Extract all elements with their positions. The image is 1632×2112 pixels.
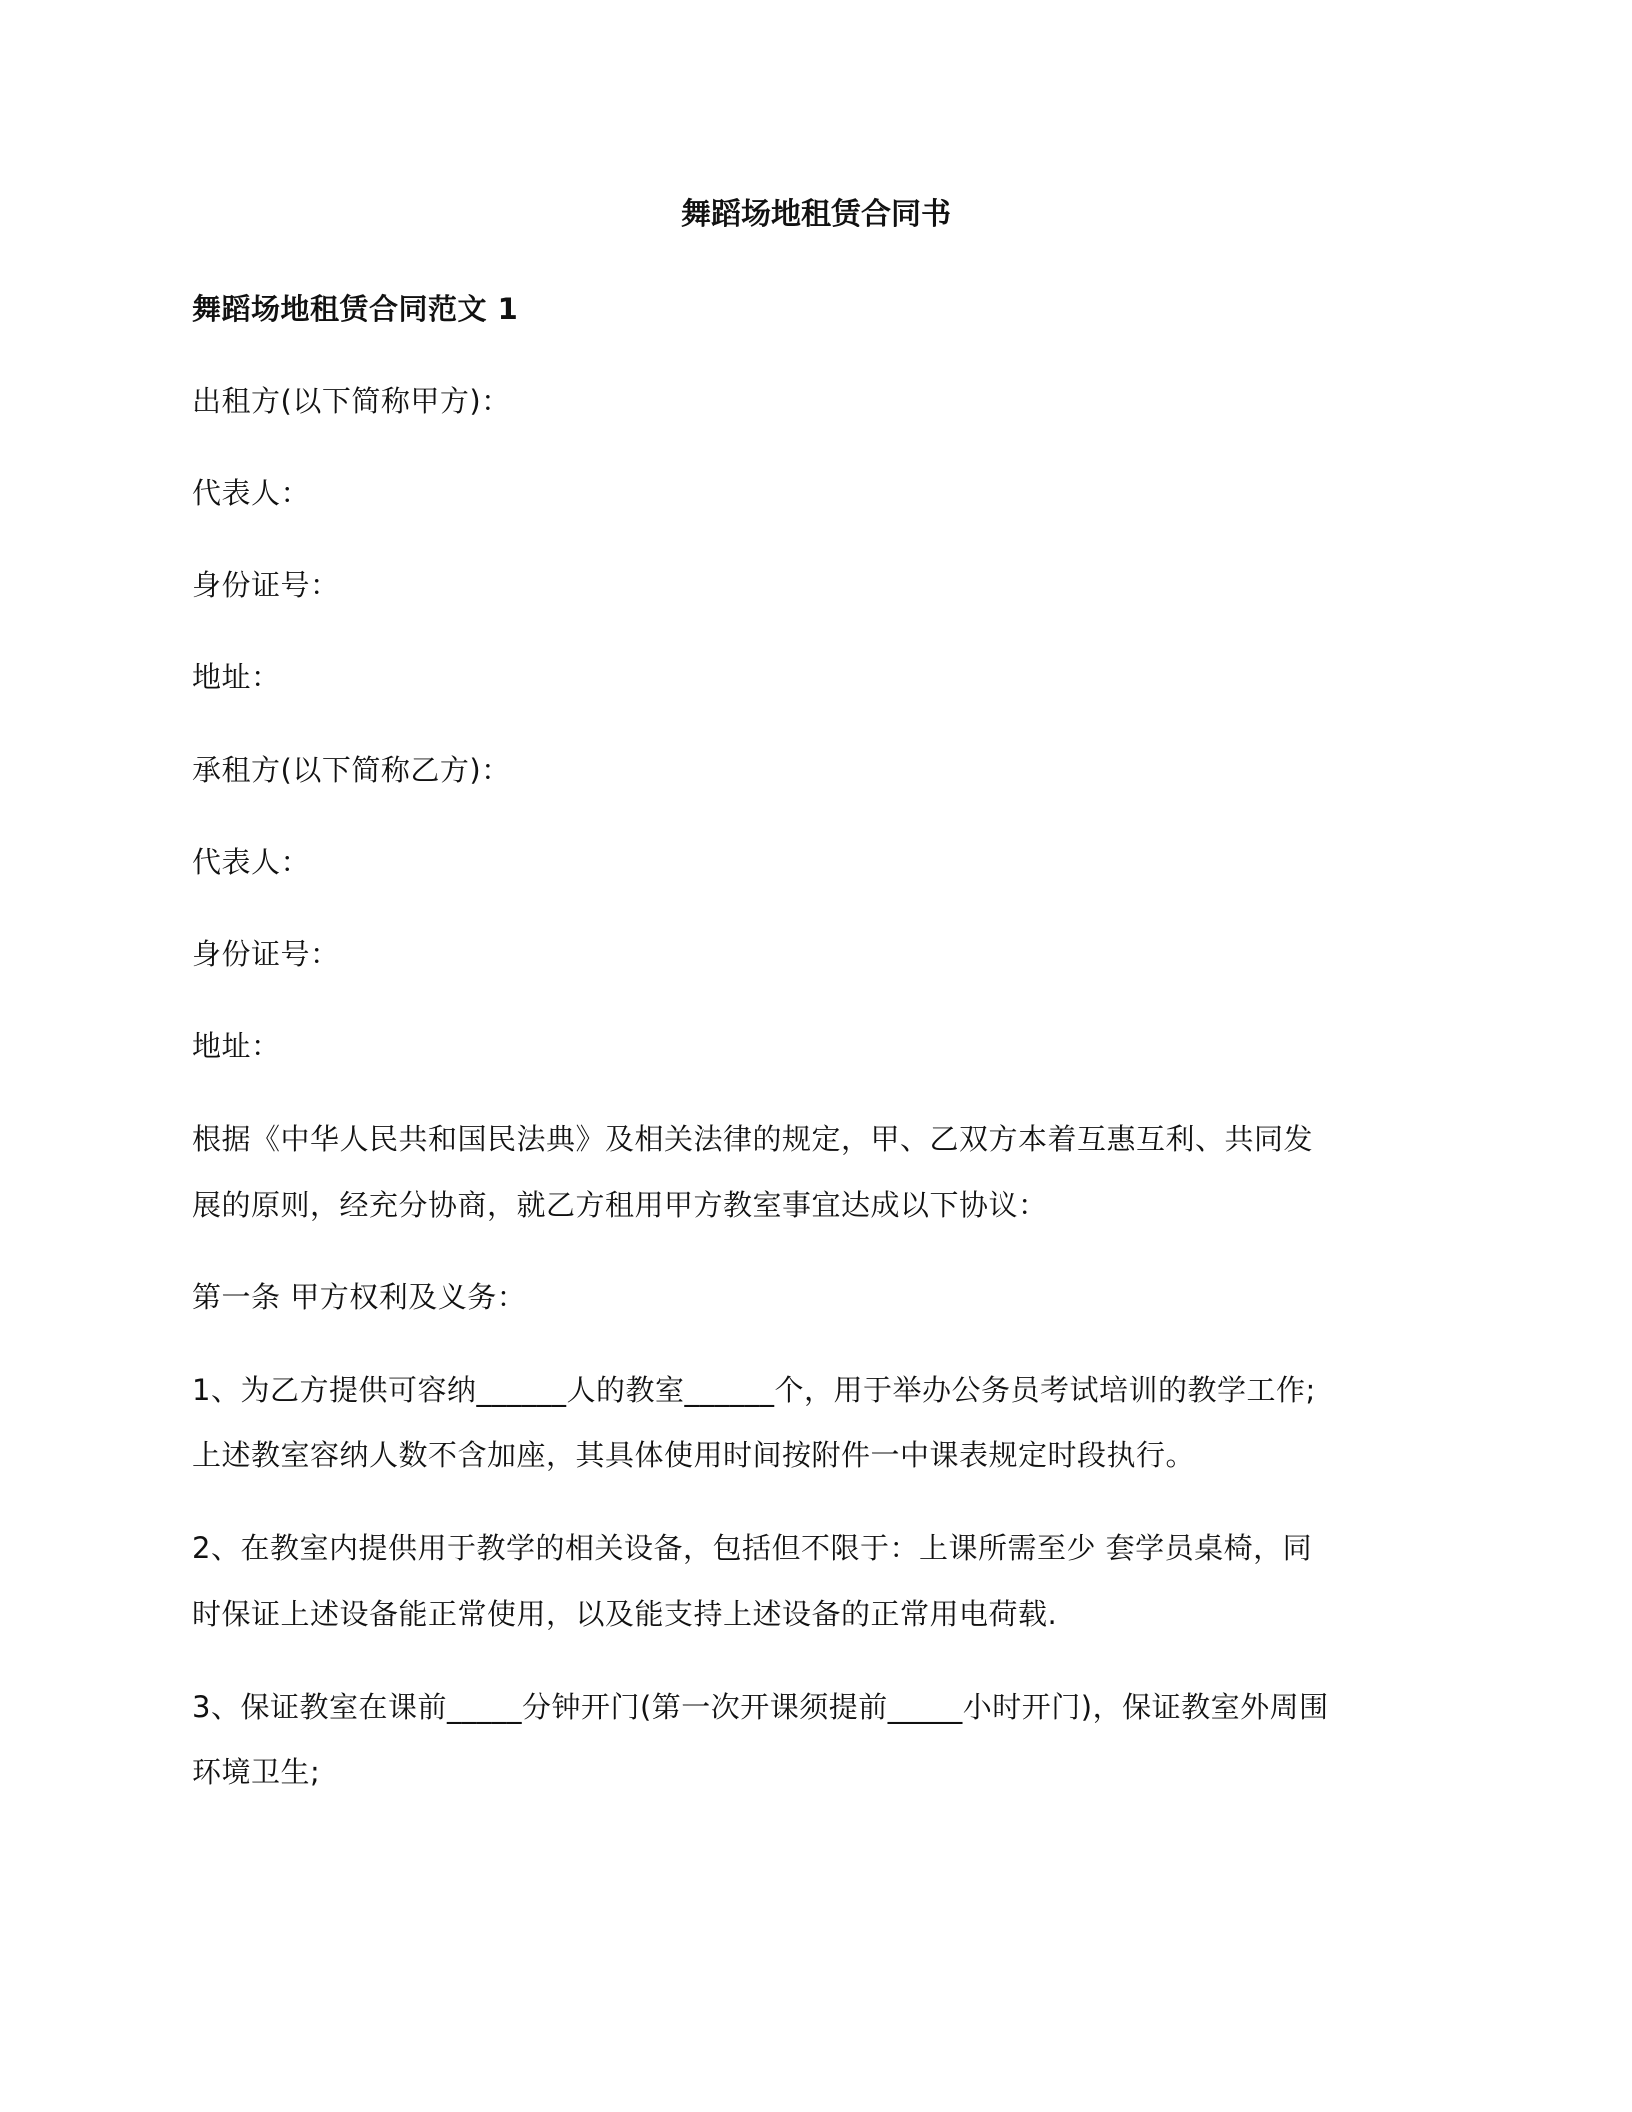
document-title: 舞蹈场地租赁合同书 bbox=[681, 197, 951, 232]
party-b-representative: 代表人： bbox=[192, 845, 311, 879]
party-a-id-number: 身份证号： bbox=[192, 568, 340, 602]
preamble-line-2: 展的原则，经充分协商，就乙方租用甲方教室事宜达成以下协议： bbox=[192, 1188, 1048, 1222]
item-2-line-1: 2、在教室内提供用于教学的相关设备，包括但不限于：上课所需至少 套学员桌椅，同 bbox=[192, 1531, 1313, 1565]
party-b-id-number: 身份证号： bbox=[192, 937, 340, 971]
item-2-line-2: 时保证上述设备能正常使用，以及能支持上述设备的正常用电荷载. bbox=[192, 1597, 1058, 1631]
party-a-representative: 代表人： bbox=[192, 476, 311, 510]
party-a-address: 地址： bbox=[192, 660, 281, 694]
article-1-title: 第一条 甲方权利及义务： bbox=[192, 1280, 527, 1314]
item-3-line-1: 3、保证教室在课前_____分钟开门(第一次开课须提前_____小时开门)，保证教室外周围 bbox=[192, 1690, 1329, 1724]
party-b-address: 地址： bbox=[192, 1029, 281, 1063]
item-1-line-2: 上述教室容纳人数不含加座，其具体使用时间按附件一中课表规定时段执行。 bbox=[192, 1438, 1196, 1472]
item-3-line-2: 环境卫生; bbox=[192, 1755, 321, 1789]
item-1-line-1: 1、为乙方提供可容纳______人的教室______个，用于举办公务员考试培训的教学工作; bbox=[192, 1373, 1316, 1407]
preamble-line-1: 根据《中华人民共和国民法典》及相关法律的规定，甲、乙双方本着互惠互利、共同发 bbox=[192, 1122, 1314, 1156]
party-b-label: 承租方(以下简称乙方)： bbox=[192, 753, 511, 787]
document-subtitle: 舞蹈场地租赁合同范文 1 bbox=[192, 292, 519, 326]
party-a-label: 出租方(以下简称甲方)： bbox=[192, 384, 511, 418]
